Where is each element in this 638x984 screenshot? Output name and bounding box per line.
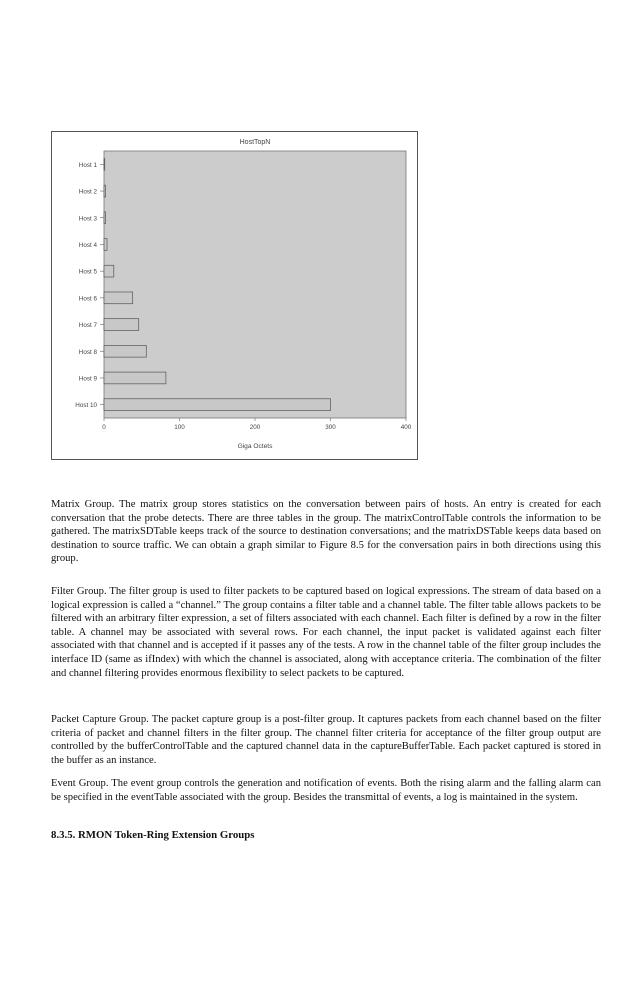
paragraph-event-group: Event Group. The event group controls the generation and notification of events. Both the rising alarm and the falling alarm can be specified in the eventTable associated with the group. Besides the transmittal of events, a log is maintained in the system. (51, 778, 601, 803)
bar-2 (104, 185, 106, 197)
y-tick-label: Host 9 (78, 375, 97, 383)
y-tick-label: Host 1 (78, 161, 97, 169)
y-tick-label: Host 6 (78, 295, 97, 303)
bar-9 (104, 372, 166, 384)
y-tick-label: Host 4 (78, 241, 97, 249)
bar-6 (104, 292, 133, 304)
bar-5 (104, 265, 114, 277)
bar-1 (104, 158, 105, 170)
y-tick-label: Host 7 (78, 322, 97, 330)
x-axis-label: Giga Octets (237, 443, 273, 450)
hosttopn-chart (51, 131, 418, 460)
bar-8 (104, 345, 146, 357)
paragraph-filter-group: Filter Group. The filter group is used to filter packets to be captured based on logical expressions. The stream of data based on a logical expression is called a “channel.” The group contains a filter table and a channel table. The filter table allows packets to be filtered with an arbitrary filter expression, a set of filters associated with each channel. Each filter is defined by a row in the filter table. A channel may be associated with several rows. For each channel, the input packet is validated against each filter associated with that channel and is accepted if it passes any of the tests. A row in the channel table of the filter group includes the interface ID (same as ifIndex) with which the channel is associated, along with acceptance criteria. The combination of the filter and channel filtering provides enormous flexibility to select packets to be captured. (51, 586, 601, 679)
section-heading: 8.3.5. RMON Token-Ring Extension Groups (51, 829, 255, 841)
x-tick-label: 100 (174, 424, 185, 431)
bar-3 (104, 212, 106, 224)
y-tick-label: Host 8 (78, 348, 97, 356)
bar-7 (104, 319, 139, 331)
y-tick-label: Host 10 (75, 402, 97, 410)
paragraph-packet-capture-group: Packet Capture Group. The packet capture group is a post-filter group. It captures packets from each channel based on the filter criteria of packet and channel filters in the filter group. The channel filter criteria for acceptance of the filter group output are controlled by the bufferControlTable and the captured channel data in the captureBufferTable. Each packet captured is stored in the buffer as an instance. (51, 714, 601, 766)
y-tick-label: Host 2 (78, 188, 97, 196)
bar-10 (104, 399, 331, 411)
x-tick-label: 0 (102, 424, 106, 431)
y-tick-label: Host 3 (78, 215, 97, 223)
y-tick-label: Host 5 (78, 268, 97, 276)
x-tick-label: 200 (249, 424, 261, 431)
x-tick-label: 300 (325, 424, 336, 431)
chart-title: HostTopN (239, 139, 271, 146)
paragraph-matrix-group: Matrix Group. The matrix group stores statistics on the conversation between pairs of hosts. An entry is created for each conversation that the probe detects. There are three tables in the group. The matrixControlTable controls the information to be gathered. The matrixSDTable keeps track of the source to destination conversations; and the matrixDSTable keeps data based on destination to source traffic. We can obtain a graph similar to Figure 8.5 for the conversation pairs in both directions using this group. (51, 499, 601, 565)
bar-4 (104, 239, 107, 251)
x-tick-label: 400 (400, 424, 412, 431)
